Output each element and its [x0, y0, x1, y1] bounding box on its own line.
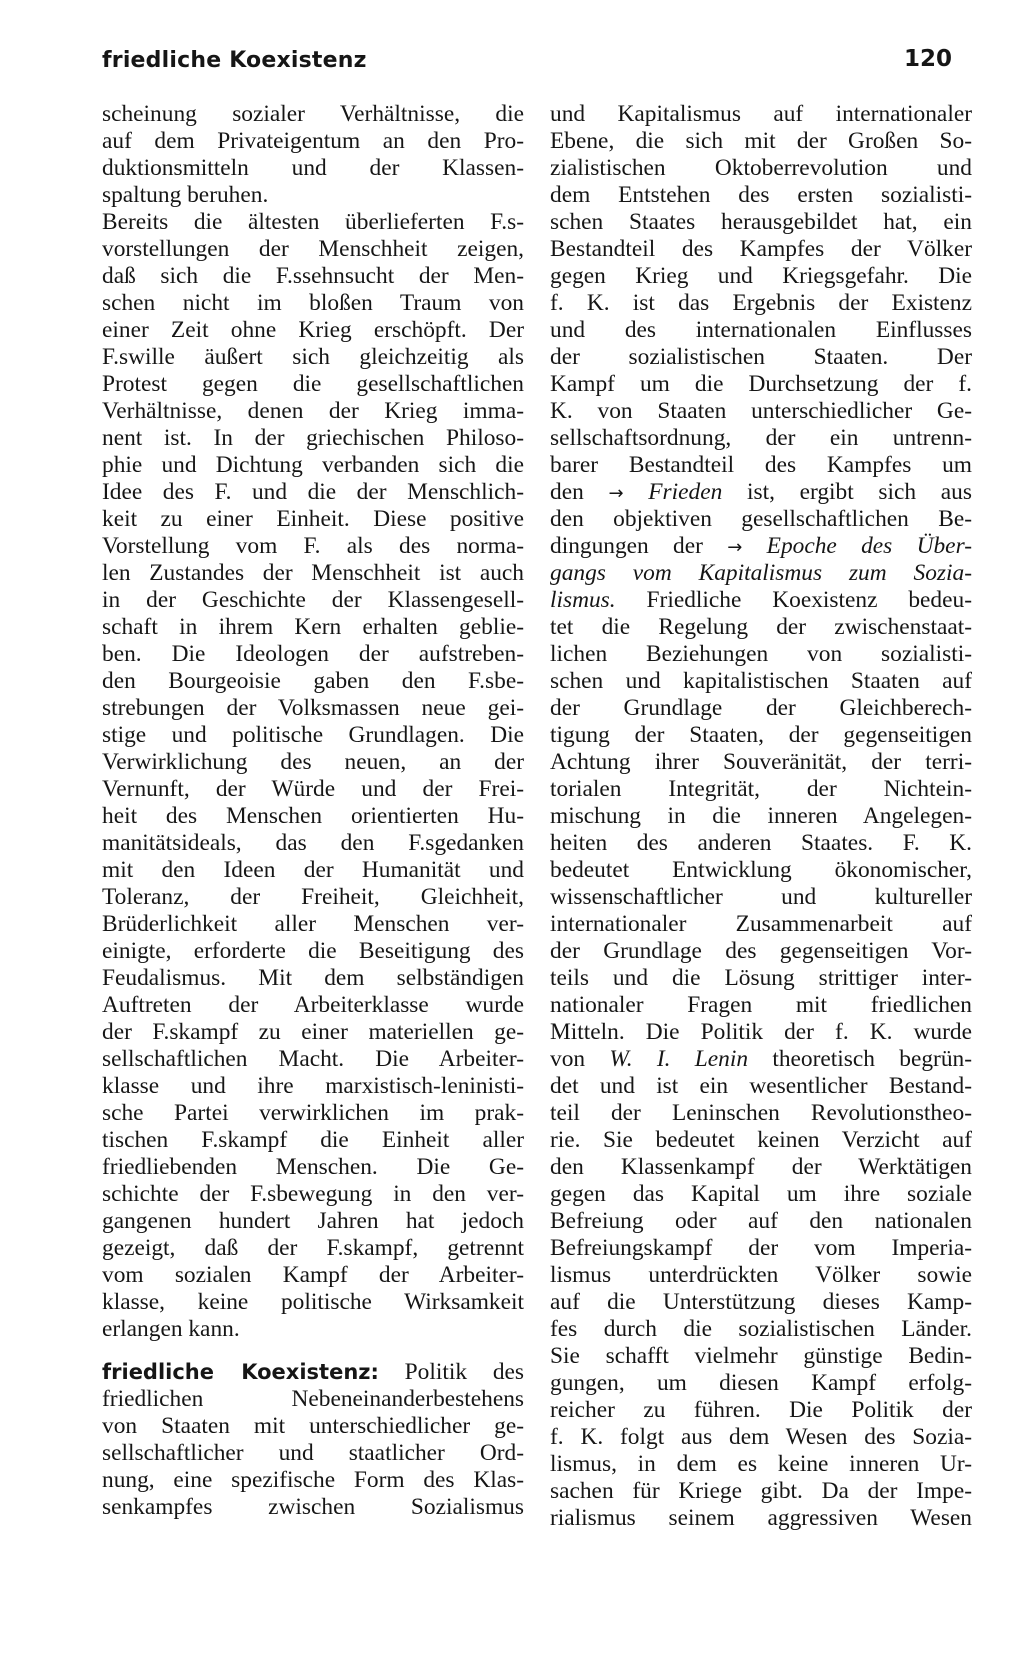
text-line: mit den Ideen der Humanität und: [102, 857, 524, 883]
text-line: Befreiungskampf der vom Imperia-: [550, 1235, 972, 1261]
cross-reference-line-epoche-2: [550, 560, 972, 587]
text-line: von Staaten mit unterschiedlicher ge-: [102, 1413, 524, 1439]
text-line: Achtung ihrer Souveränität, der terri-: [550, 749, 972, 775]
text-line: stige und politische Grundlagen. Die: [102, 722, 524, 748]
text-line: fes durch die sozialistischen Länder.: [550, 1316, 972, 1342]
text-line: Verhältnisse, denen der Krieg imma-: [102, 398, 524, 424]
text-line: erlangen kann.: [102, 1316, 240, 1342]
text-line: Befreiung oder auf den nationalen: [550, 1208, 972, 1234]
right-lines-c: [550, 614, 972, 1046]
cross-reference-epoche-part1[interactable]: Epoche des Über-: [766, 533, 972, 559]
text-line: lismus, in dem es keine inneren Ur-: [550, 1451, 972, 1477]
text-line: teil der Leninschen Revolutionstheo-: [550, 1100, 972, 1126]
cross-reference-arrow-icon: →: [727, 537, 743, 558]
text-line: der Grundlage der Gleichberech-: [550, 695, 972, 721]
text-line: bedeutet Entwicklung ökonomischer,: [550, 857, 972, 883]
text-line: friedliebenden Menschen. Die Ge-: [102, 1154, 524, 1180]
text-line: manitätsideals, das den F.sgedanken: [102, 830, 524, 856]
text-line: der sozialistischen Staaten. Der: [550, 344, 972, 370]
text-line: internationaler Zusammenarbeit auf: [550, 911, 972, 937]
text-line: rie. Sie bedeutet keinen Verzicht auf: [550, 1127, 972, 1153]
text-line: Ebene, die sich mit der Großen So-: [550, 128, 972, 154]
ref2-post: Friedliche Koexistenz bedeu-: [646, 587, 972, 613]
text-line: den objektiven gesellschaftlichen Be-: [550, 506, 972, 532]
text-line: vorstellungen der Menschheit zeigen,: [102, 236, 524, 262]
right-column: [550, 101, 972, 1532]
text-line: tigung der Staaten, der gegenseitigen: [550, 722, 972, 748]
cross-reference-arrow-icon: →: [608, 483, 624, 504]
entry-lemma: friedliche Koexistenz:: [102, 1360, 379, 1384]
text-line: sellschaftlichen Macht. Die Arbeiter-: [102, 1046, 524, 1072]
ref3-pre: von: [550, 1046, 586, 1072]
ref3-post: theoretisch begrün-: [772, 1046, 972, 1072]
entry-first-line: [102, 1359, 524, 1386]
text-line: zialistischen Oktoberrevolution und: [550, 155, 972, 181]
text-line: Sie schafft vielmehr günstige Bedin-: [550, 1343, 972, 1369]
text-line: Bereits die ältesten überlieferten F.s-: [102, 209, 524, 235]
text-line: teils und die Lösung strittiger inter-: [550, 965, 972, 991]
text-line: f. K. ist das Ergebnis der Existenz: [550, 290, 972, 316]
text-line: und des internationalen Einflusses: [550, 317, 972, 343]
text-line: senkampfes zwischen Sozialismus: [102, 1494, 524, 1520]
ref1-post: ist, ergibt sich aus: [746, 479, 972, 505]
text-line: Auftreten der Arbeiterklasse wurde: [102, 992, 524, 1018]
text-line: heit des Menschen orientierten Hu-: [102, 803, 524, 829]
text-line: und Kapitalismus auf internationaler: [550, 101, 972, 127]
text-line: sachen für Kriege gibt. Da der Impe-: [550, 1478, 972, 1504]
ref1-pre: den: [550, 479, 584, 505]
cross-reference-epoche-part2[interactable]: gangs vom Kapitalismus zum Sozia-: [550, 560, 972, 586]
text-line: K. von Staaten unterschiedlicher Ge-: [550, 398, 972, 424]
text-line: F.swille äußert sich gleichzeitig als: [102, 344, 524, 370]
entry-first-line-text: Politik des: [404, 1359, 524, 1385]
paragraph-gap: [102, 1343, 524, 1359]
text-line: gangenen hundert Jahren hat jedoch: [102, 1208, 524, 1234]
text-line: Brüderlichkeit aller Menschen ver-: [102, 911, 524, 937]
text-line: schichte der F.sbewegung in den ver-: [102, 1181, 524, 1207]
page-number: 120: [903, 46, 952, 72]
entry-body-lines: [102, 1386, 524, 1521]
text-line: Mitteln. Die Politik der f. K. wurde: [550, 1019, 972, 1045]
text-line: Feudalismus. Mit dem selbständigen: [102, 965, 524, 991]
text-line: schen Staates herausgebildet hat, ein: [550, 209, 972, 235]
cross-reference-epoche-part3[interactable]: lismus.: [550, 587, 616, 613]
text-line: daß sich die F.ssehnsucht der Men-: [102, 263, 524, 289]
text-line: dem Entstehen des ersten sozialisti-: [550, 182, 972, 208]
text-line: torialen Integrität, der Nichtein-: [550, 776, 972, 802]
text-line: duktionsmitteln und der Klassen-: [102, 155, 524, 181]
text-line: strebungen der Volksmassen neue gei-: [102, 695, 524, 721]
cross-reference-frieden[interactable]: Frieden: [648, 479, 723, 505]
text-line: Toleranz, der Freiheit, Gleichheit,: [102, 884, 524, 910]
person-reference-lenin[interactable]: W. I. Lenin: [609, 1046, 749, 1072]
text-line: den Klassenkampf der Werktätigen: [550, 1154, 972, 1180]
text-line: auf dem Privateigentum an den Pro-: [102, 128, 524, 154]
text-line: klasse, keine politische Wirksamkeit: [102, 1289, 524, 1315]
text-line: mischung in die inneren Angelegen-: [550, 803, 972, 829]
text-line: ben. Die Ideologen der aufstreben-: [102, 641, 524, 667]
running-head: friedliche Koexistenz: [102, 48, 367, 73]
text-line: f. K. folgt aus dem Wesen des Sozia-: [550, 1424, 972, 1450]
text-line: spaltung beruhen.: [102, 182, 269, 208]
text-line: Bestandteil des Kampfes der Völker: [550, 236, 972, 262]
text-line: Verwirklichung des neuen, an der: [102, 749, 524, 775]
text-line: sche Partei verwirklichen im prak-: [102, 1100, 524, 1126]
text-line: lichen Beziehungen von sozialisti-: [550, 641, 972, 667]
cross-reference-line-epoche: [550, 533, 972, 560]
text-line: einigte, erforderte die Beseitigung des: [102, 938, 524, 964]
text-line: vom sozialen Kampf der Arbeiter-: [102, 1262, 524, 1288]
text-line: reicher zu führen. Die Politik der: [550, 1397, 972, 1423]
text-line: gungen, um diesen Kampf erfolg-: [550, 1370, 972, 1396]
text-line: wissenschaftlicher und kultureller: [550, 884, 972, 910]
text-line: Idee des F. und die der Menschlich-: [102, 479, 524, 505]
cross-reference-line-frieden: [550, 479, 972, 506]
text-line: sellschaftlicher und staatlicher Ord-: [102, 1440, 524, 1466]
right-lines-a: [550, 101, 972, 479]
text-line: schaft in ihrem Kern erhalten geblie-: [102, 614, 524, 640]
text-line: schen nicht im bloßen Traum von: [102, 290, 524, 316]
entry-friedliche-koexistenz: [102, 1359, 524, 1521]
text-line: scheinung sozialer Verhältnisse, die: [102, 101, 524, 127]
text-line: nent ist. In der griechischen Philoso-: [102, 425, 524, 451]
text-line: tischen F.skampf die Einheit aller: [102, 1127, 524, 1153]
right-lines-d: [550, 1073, 972, 1532]
page-header: [102, 48, 952, 88]
text-line: gegen das Kapital um ihre soziale: [550, 1181, 972, 1207]
text-line: schen und kapitalistischen Staaten auf: [550, 668, 972, 694]
text-line: in der Geschichte der Klassengesell-: [102, 587, 524, 613]
text-line: len Zustandes der Menschheit ist auch: [102, 560, 524, 586]
cross-reference-line-epoche-3: [550, 587, 972, 614]
person-reference-line: [550, 1046, 972, 1073]
text-line: einer Zeit ohne Krieg erschöpft. Der: [102, 317, 524, 343]
text-line: auf die Unterstützung dieses Kamp-: [550, 1289, 972, 1315]
text-line: Protest gegen die gesellschaftlichen: [102, 371, 524, 397]
text-line: heiten des anderen Staates. F. K.: [550, 830, 972, 856]
left-paragraph-continuation: [102, 101, 524, 1343]
left-column: [102, 101, 524, 1521]
text-line: tet die Regelung der zwischenstaat-: [550, 614, 972, 640]
text-line: friedlichen Nebeneinanderbestehens: [102, 1386, 524, 1412]
text-line: lismus unterdrückten Völker sowie: [550, 1262, 972, 1288]
text-line: rialismus seinem aggressiven Wesen: [550, 1505, 972, 1531]
text-line: sellschaftsordnung, der ein untrenn-: [550, 425, 972, 451]
text-line: phie und Dichtung verbanden sich die: [102, 452, 524, 478]
text-line: keit zu einer Einheit. Diese positive: [102, 506, 524, 532]
text-line: den Bourgeoisie gaben den F.sbe-: [102, 668, 524, 694]
text-line: Vorstellung vom F. als des norma-: [102, 533, 524, 559]
text-line: det und ist ein wesentlicher Bestand-: [550, 1073, 972, 1099]
text-line: Kampf um die Durchsetzung der f.: [550, 371, 972, 397]
text-line: nationaler Fragen mit friedlichen: [550, 992, 972, 1018]
text-line: gezeigt, daß der F.skampf, getrennt: [102, 1235, 524, 1261]
text-line: nung, eine spezifische Form des Klas-: [102, 1467, 524, 1493]
text-line: barer Bestandteil des Kampfes um: [550, 452, 972, 478]
text-line: der Grundlage des gegenseitigen Vor-: [550, 938, 972, 964]
ref2-pre: dingungen der: [550, 533, 703, 559]
text-line: der F.skampf zu einer materiellen ge-: [102, 1019, 524, 1045]
text-line: klasse und ihre marxistisch-leninisti-: [102, 1073, 524, 1099]
text-line: Vernunft, der Würde und der Frei-: [102, 776, 524, 802]
text-line: gegen Krieg und Kriegsgefahr. Die: [550, 263, 972, 289]
